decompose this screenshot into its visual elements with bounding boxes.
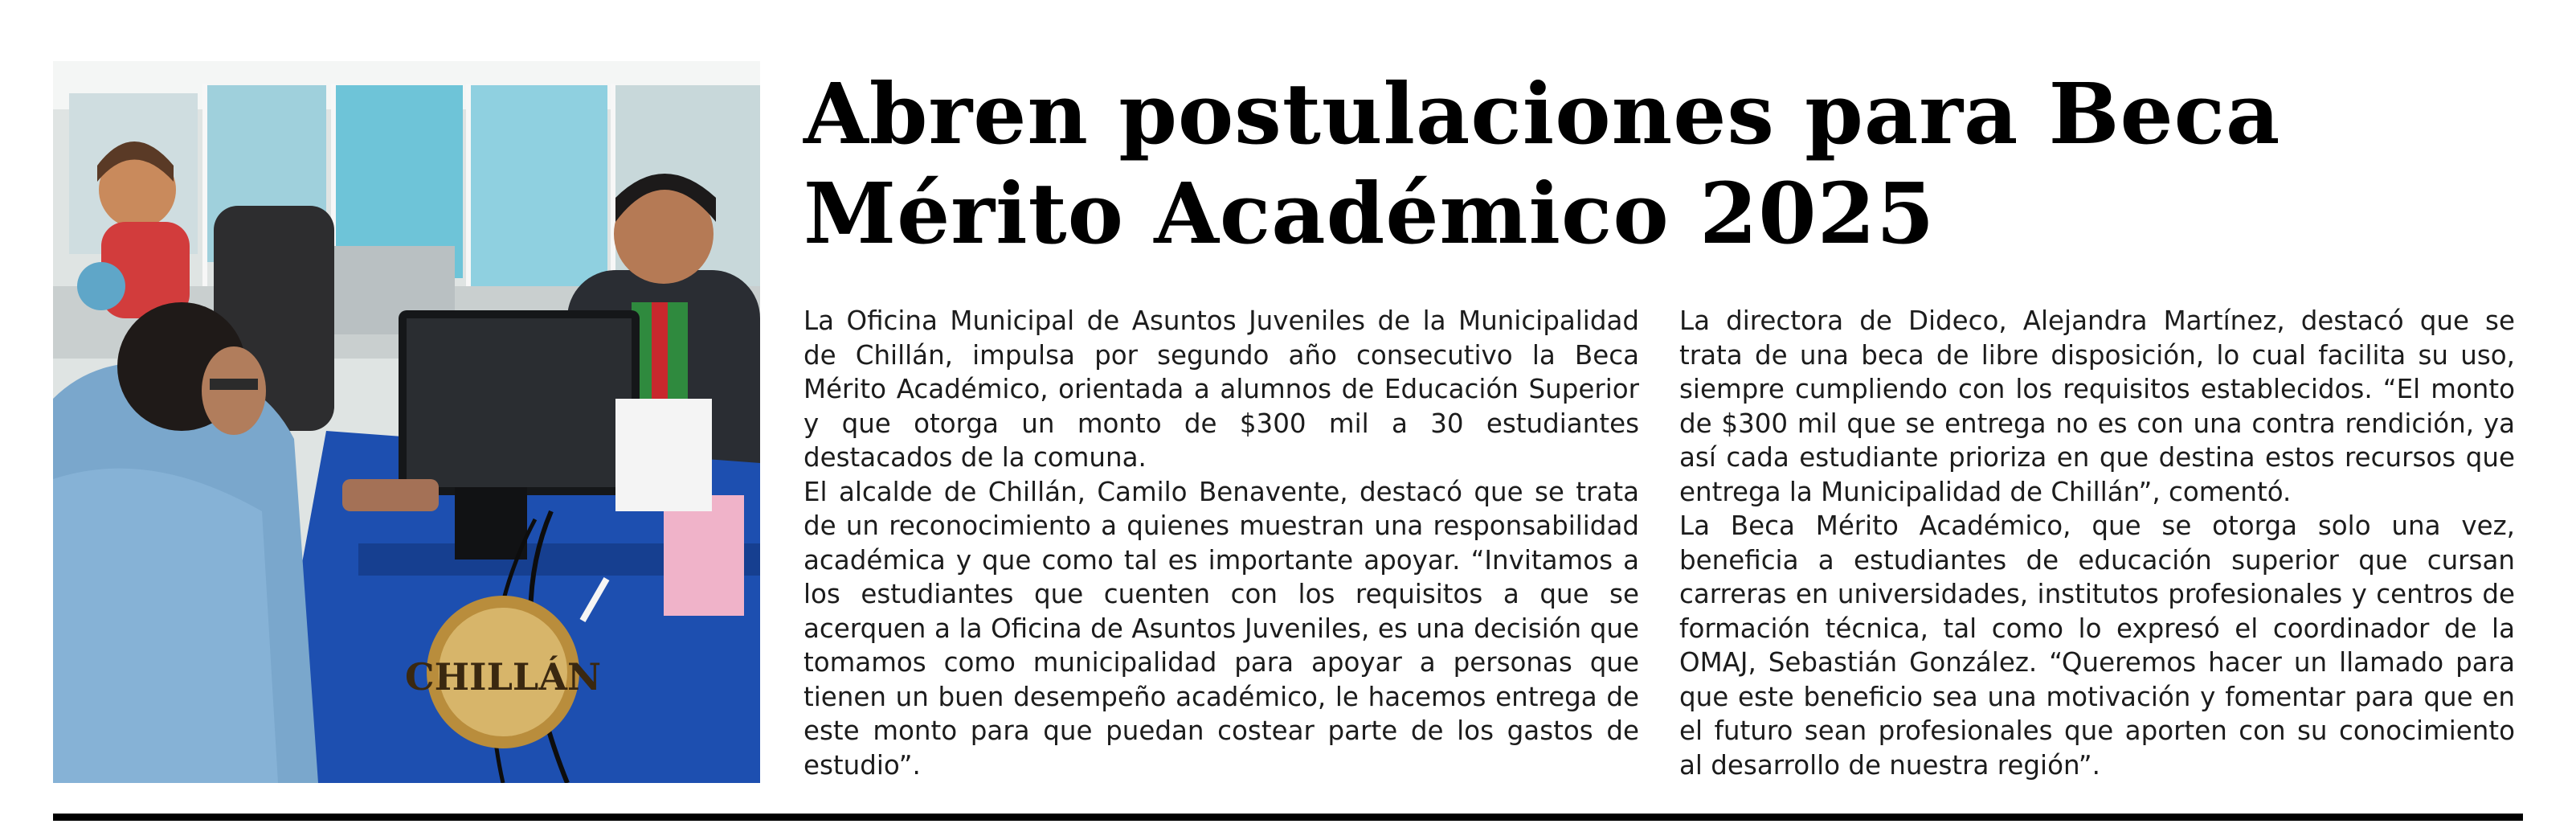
article-photo-illustration — [53, 61, 760, 783]
article-photo — [53, 61, 760, 783]
article-paragraph: El alcalde de Chillán, Camilo Benavente, destacó que se trata de un reconocimiento a quienes muestran una responsabilidad académica y que como tal es importante apoyar. “Invitamos a los estudiantes que cuenten con los requisitos a que se acerquen a la Oficina de Asuntos Juveniles, es una decisión que tomamos como municipalidad para apoyar a personas que tienen un buen desempeño académico, le hacemos entrega de este monto para que puedan costear parte de los gastos de estudio”. — [803, 476, 1639, 781]
article-column-left — [803, 304, 1639, 782]
svg-text:CHILLÁN: CHILLÁN — [404, 655, 602, 699]
article-paragraph: La Oficina Municipal de Asuntos Juveniles de la Municipalidad de Chillán, impulsa por segundo año consecutivo la Beca Mérito Académico, orientada a alumnos de Educación Superior y que otorga un monto de $300 mil a 30 estudiantes destacados de la comuna. — [803, 305, 1639, 473]
article-paragraph: La Beca Mérito Académico, que se otorga solo una vez, beneficia a estudiantes de educación superior que cursan carreras en universidades, institutos profesionales y centros de formación técnica, tal como lo expresó el coordinador de la OMAJ, Sebastián González. “Queremos hacer un llamado para que este beneficio sea una motivación y fomentar para que en el futuro sean profesionales que aporten con su conocimiento al desarrollo de nuestra región”. — [1679, 510, 2515, 781]
article-paragraph: La directora de Dideco, Alejandra Martínez, destacó que se trata de una beca de libre disposición, lo cual facilita su uso, siempre cumpliendo con los requisitos establecidos. “El monto de $300 mil que se entrega no es con una contra rendición, ya así cada estudiante prioriza en que destina estos recursos que entrega la Municipalidad de Chillán”, comentó. — [1679, 305, 2515, 507]
bottom-divider — [53, 814, 2523, 821]
article-headline: Abren postulaciones para Beca Mérito Académico 2025 — [803, 64, 2281, 263]
article-column-right — [1679, 304, 2515, 782]
